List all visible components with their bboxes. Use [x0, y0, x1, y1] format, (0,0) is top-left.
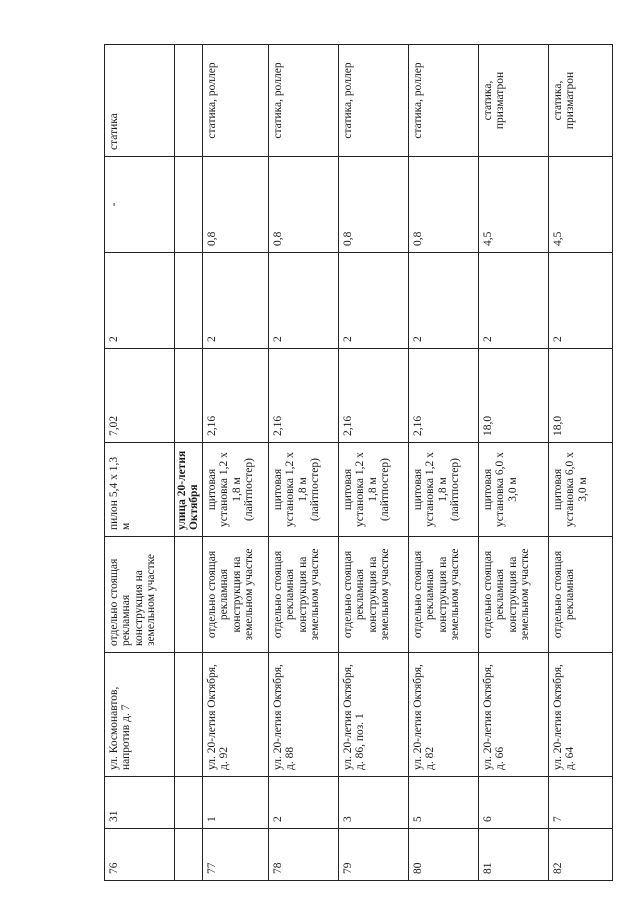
method-cell: статика — [105, 45, 175, 157]
row-number: 81 — [478, 829, 548, 881]
sides-cell: 2 — [478, 253, 548, 349]
area-cell: 2,16 — [202, 349, 268, 443]
table-row — [478, 45, 548, 881]
sides-cell: 2 — [338, 253, 408, 349]
type-cell: отдельно стоящая рекламная — [548, 537, 612, 653]
sides-cell: 2 — [202, 253, 268, 349]
structure-number: 5 — [408, 777, 478, 829]
row-number: 76 — [105, 829, 175, 881]
method-cell: статика, призматрон — [548, 45, 612, 157]
rotated-table-wrapper — [104, 45, 597, 881]
address-cell: ул. Космонавтов, напротив д. 7 — [105, 653, 175, 777]
sides-cell: 2 — [548, 253, 612, 349]
sides-cell: 2 — [408, 253, 478, 349]
area-cell: 18,0 — [548, 349, 612, 443]
kind-cell: щитовая установка 1,2 х 1,8 м (лайтпостер) — [268, 443, 338, 537]
table-row — [338, 45, 408, 881]
table-row — [268, 45, 338, 881]
kind-cell: щитовая установка 6,0 х 3,0 м — [478, 443, 548, 537]
structure-number: 1 — [202, 777, 268, 829]
method-cell: статика, роллер — [338, 45, 408, 157]
method-cell: статика, роллер — [202, 45, 268, 157]
method-cell: статика, роллер — [408, 45, 478, 157]
address-cell: ул. 20-летия Октября, д. 66 — [478, 653, 548, 777]
info-area-cell: 4,5 — [548, 157, 612, 253]
section-row — [175, 45, 203, 881]
sides-cell: 2 — [105, 253, 175, 349]
row-number: 78 — [268, 829, 338, 881]
address-cell: ул. 20-летия Октября, д. 86, поз. 1 — [338, 653, 408, 777]
kind-cell: щитовая установка 1,2 х 1,8 м (лайтпостер) — [408, 443, 478, 537]
structure-number: 31 — [105, 777, 175, 829]
row-number: 77 — [202, 829, 268, 881]
info-area-cell: 0,8 — [268, 157, 338, 253]
kind-cell: щитовая установка 6,0 х 3,0 м — [548, 443, 612, 537]
type-cell: отдельно стоящая рекламная конструкция на земельном участке — [478, 537, 548, 653]
row-number: 80 — [408, 829, 478, 881]
table-row — [202, 45, 268, 881]
table-row — [548, 45, 612, 881]
type-cell: отдельно стоящая рекламная конструкция на земельном участке — [202, 537, 268, 653]
kind-cell: щитовая установка 1,2 х 1,8 м (лайтпостер) — [338, 443, 408, 537]
area-cell: 2,16 — [268, 349, 338, 443]
info-area-cell: - — [105, 157, 175, 253]
type-cell: отдельно стоящая рекламная конструкция на земельном участке — [408, 537, 478, 653]
area-cell: 2,16 — [338, 349, 408, 443]
area-cell: 7,02 — [105, 349, 175, 443]
info-area-cell: 0,8 — [338, 157, 408, 253]
address-cell: ул. 20-летия Октября, д. 64 — [548, 653, 612, 777]
method-cell: статика, роллер — [268, 45, 338, 157]
structure-number: 3 — [338, 777, 408, 829]
type-cell: отдельно стоящая рекламная конструкция на земельном участке — [268, 537, 338, 653]
info-area-cell: 0,8 — [202, 157, 268, 253]
structure-number: 6 — [478, 777, 548, 829]
method-cell: статика, призматрон — [478, 45, 548, 157]
info-area-cell: 4,5 — [478, 157, 548, 253]
section-title: улица 20-летия Октября — [175, 443, 203, 537]
info-area-cell: 0,8 — [408, 157, 478, 253]
kind-cell: щитовая установка 1,2 х 1,8 м (лайтпостер) — [202, 443, 268, 537]
address-cell: ул. 20-летия Октября, д. 88 — [268, 653, 338, 777]
structure-number: 7 — [548, 777, 612, 829]
address-cell: ул. 20-летия Октября, д. 82 — [408, 653, 478, 777]
area-cell: 18,0 — [478, 349, 548, 443]
sides-cell: 2 — [268, 253, 338, 349]
kind-cell: пилон 5,4 х 1,3 м — [105, 443, 175, 537]
structure-number: 2 — [268, 777, 338, 829]
row-number: 79 — [338, 829, 408, 881]
type-cell: отдельно стоящая рекламная конструкция на земельном участке — [338, 537, 408, 653]
table-row — [408, 45, 478, 881]
row-number: 82 — [548, 829, 612, 881]
table-row — [105, 45, 175, 881]
advertising-structures-table — [104, 44, 613, 881]
type-cell: отдельно стоящая рекламная конструкция на земельном участке — [105, 537, 175, 653]
area-cell: 2,16 — [408, 349, 478, 443]
address-cell: ул. 20-летия Октября, д. 92 — [202, 653, 268, 777]
